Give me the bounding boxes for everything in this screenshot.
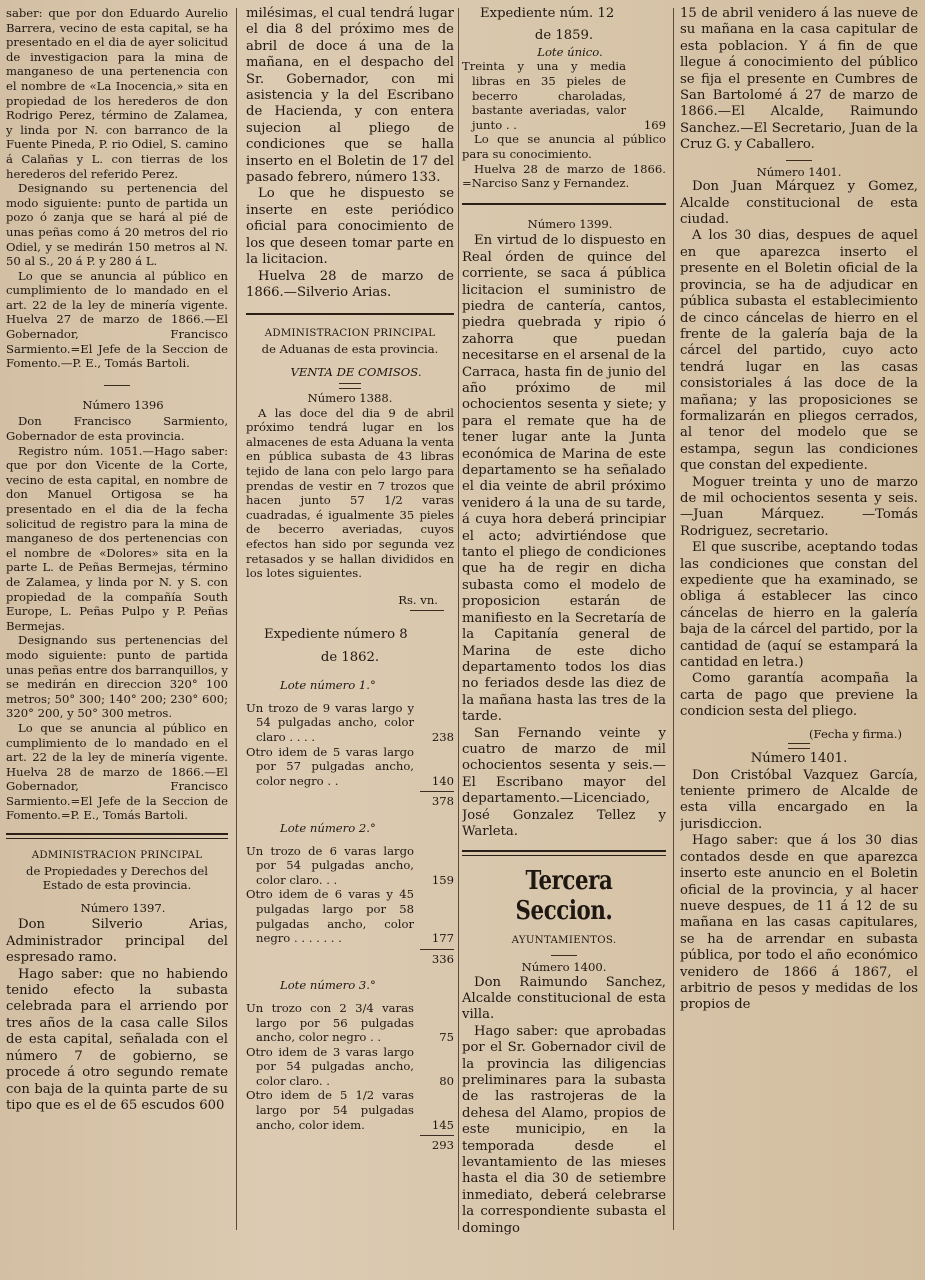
paragraph: Como garantía acompaña la carta de pago que previene la condicion sesta del pliego. <box>680 671 918 720</box>
section-rule <box>462 203 666 205</box>
lot-item-text: Otro idem de 3 varas largo por 54 pulgadas ancho, color claro. . <box>246 1044 414 1088</box>
paragraph: Hago saber: que no habiendo tenido efecto la subasta celebrada para el arriendo por tres años de la casa calle Silos de esta capital, señalada con el número 7 de gobierno, se procede á otro segundo remate con baja de la quinta parte de su tipo que es el de 65 escudos 600 <box>6 966 228 1113</box>
lot-expedient: Expediente número 8 <box>264 627 408 643</box>
lot-item <box>246 1001 454 1045</box>
section-heading: ADMINISTRACION PRINCIPAL <box>264 328 436 340</box>
paragraph: A los 30 dias, despues de aquel en que aparezca inserto el presente en el Boletin oficial de la provincia, se ha de adjudicar en pública subasta el establecimiento de cinco cáncelas de hierro en el frente de la galería baja de la cárcel del partido, cuyo acto tendrá lugar en las casas consistoriales á las doce de la mañana; y las proposiciones se formalizarán en pliegos cerrados, al tenor del modelo que se estampa, segun las condiciones que constan del expediente. <box>680 228 918 474</box>
lot-heading: Lote número 1.° <box>280 678 376 693</box>
separator <box>339 383 361 389</box>
paragraph: Lo que he dispuesto se inserte en este periódico oficial para conocimiento de los que deseen tomar parte en la licitacion. <box>246 186 454 268</box>
paragraph: Don Raimundo Sanchez, Alcalde constitucional de esta villa. <box>462 974 666 1023</box>
lot-expedient: de 1859. <box>534 28 594 44</box>
section-heading: AYUNTAMIENTOS. <box>511 935 617 947</box>
paragraph: milésimas, el cual tendrá lugar el dia 8 del próximo mes de abril de doce á una de la mañana, en el despacho del Sr. Gobernador, con mi asistencia y la del Escribano de Hacienda, y con entera sujecion al pliego de condiciones que se halla inserto en el Boletin de 17 del pasado febrero, número 133. <box>246 6 454 186</box>
lot-item-value: 238 <box>431 730 454 744</box>
lot-heading: Lote número 3.° <box>280 978 376 993</box>
lot-item-value: 145 <box>431 1117 454 1132</box>
notice-number: Número 1396 <box>82 397 164 412</box>
lot-total-value: 336 <box>431 951 454 966</box>
lot-item-text: Un trozo de 6 varas largo por 54 pulgadas ancho, color claro. . . <box>246 843 414 887</box>
lot-item-text: Treinta y una y media libras en 35 pieles de becerro charoladas, bastante averiadas, valor junto . . <box>462 59 626 132</box>
lot-item-text: Otro idem de 6 varas y 45 pulgadas largo por 58 pulgadas ancho, color negro . . . . . . . <box>246 887 414 946</box>
column-rule <box>236 8 237 1230</box>
notice-number: Número 1397. <box>80 900 166 915</box>
paragraph: San Fernando veinte y cuatro de marzo de mil ochocientos sesenta y seis.—El Escribano mayor del departamento.—Licenciado, José Gonzalez Tellez y Warleta. <box>462 725 666 839</box>
paragraph: Don Cristóbal Vazquez García, teniente primero de Alcalde de esta villa encargado en la jurisdiccion. <box>680 767 918 832</box>
separator <box>410 610 444 611</box>
separator <box>786 160 812 161</box>
paragraph: Designando su pertenencia del modo siguiente: punto de partida un pozo ó zanja que se hará al pié de unas peñas como á 20 metros del rio Odiel, y se medirán 150 metros al N. 50 al S., 20 á P. y 280 á L. <box>6 181 228 269</box>
lot-total-value: 378 <box>431 794 454 809</box>
section-subheading: de Aduanas de esta provincia. <box>261 341 439 356</box>
lot-item-text: Otro idem de 5 varas largo por 57 pulgadas ancho, color negro . . <box>246 744 414 788</box>
section-rule <box>6 833 228 839</box>
paragraph: saber: que por don Eduardo Aurelio Barrera, vecino de esta capital, se ha presentado en el dia de ayer solicitud de investigacion para la mina de manganeso de una pertenencia con el nombre de «La Inocencia,» sita en propiedad de los herederos de don Rodrigo Perez, término de Zalamea, y linda por N. con barranco de la Fuente Pineda, P. rio Odiel, S. camino á Calañas y L. con tierras de los herederos del referido Perez. <box>6 6 228 181</box>
column-3 <box>462 6 666 1276</box>
column-4 <box>680 6 918 1276</box>
paragraph: Lo que se anuncia al público para su conocimiento. <box>462 132 666 161</box>
notice-number: Número 1401. <box>756 164 842 179</box>
section-title: VENTA DE COMISOS. <box>290 364 422 379</box>
paragraph: Don Francisco Sarmiento, Gobernador de esta provincia. <box>6 414 228 444</box>
lot-item <box>246 887 454 945</box>
lot-expedient: Expediente núm. 12 <box>480 6 615 21</box>
paragraph: Registro núm. 1051.—Hago saber: que por don Vicente de la Corte, vecino de esta capital, en nombre de don Manuel Ortigosa se ha presentado en el dia de la fecha solicitud de registro para la mina de manganeso de dos pertenencias con el nombre de «Dolores» sita en la parte L. de Peñas Bermejas, término de Zalamea, y linda por N. y S. con propiedad de la compañía South Europe, L. Peñas Pulpo y P. Peñas Bermejas. <box>6 443 228 633</box>
lot-total <box>246 1138 454 1153</box>
column-1 <box>6 6 228 1276</box>
paragraph: Huelva 28 de marzo de 1866.—Silverio Arias. <box>246 268 454 300</box>
lot-total <box>246 794 454 809</box>
lot-item <box>246 745 454 789</box>
section-subheading: de Propiedades y Derechos del Estado de esta provincia. <box>26 863 208 893</box>
lot-heading: Lote número 2.° <box>280 820 376 835</box>
lot-item-value: 75 <box>439 1030 454 1045</box>
paragraph: El que suscribe, aceptando todas las condiciones que constan del expediente que ha examinado, se obliga á establecer las cinco cáncelas de hierro en la galería baja de la cárcel del partido, por la cantidad de (aquí se estampará la cantidad en letra.) <box>680 540 918 671</box>
lot-item-value: 159 <box>431 872 454 887</box>
separator <box>551 955 577 956</box>
section-rule <box>462 850 666 856</box>
separator <box>420 949 454 950</box>
paragraph: Designando sus pertenencias del modo siguiente: punto de partida unas peñas entre dos barranquillos, y se medirán en direccion 320° 100 metros; 50° 300; 140° 200; 230° 600; 320° 200, y 50° 300 metros. <box>6 633 228 721</box>
lot-item-value: 80 <box>439 1073 454 1088</box>
lot-item <box>246 701 454 745</box>
paragraph: Hago saber: que á los 30 dias contados desde en que aparezca inserto este anuncio en el Boletin oficial de la provincia, y al hacer nueve despues, de 11 á 12 de su mañana en las casas capitulares, se ha de arrendar en subasta pública, por todo el año económico venidero de 1866 á 1867, el arbitrio de pesos y medidas de los propios de <box>680 833 918 1013</box>
notice-number: Número 1400. <box>521 959 607 974</box>
lot-item-text: Un trozo de 9 varas largo y 54 pulgadas ancho, color claro . . . . <box>246 700 414 744</box>
lot-total <box>246 952 454 967</box>
paragraph: Huelva 28 de marzo de 1866. =Narciso Sanz y Fernandez. <box>462 161 666 191</box>
column-2 <box>246 6 454 1276</box>
lot-item <box>462 59 666 132</box>
lot-item <box>246 1045 454 1089</box>
paragraph: En virtud de lo dispuesto en Real órden de quince del corriente, se saca á pública licitacion el suministro de piedra de cantería, cantos, piedra quebrada y ripio ó zahorra que puedan necesitarse en el arsenal de la Carraca, hasta fin de junio del año próximo de mil ochocientos sesenta y siete; y para el remate que ha de tener lugar ante la Junta económica de Marina de este departamento se ha señalado el dia veinte de abril próximo venidero á la una de su tarde, á cuya hora deberá principiar el acto; advirtiéndose que tanto el pliego de condiciones que ha de regir en dicha subasta como el modelo de proposicion estarán de manifiesto en la Secretaría de la Capitanía general de Marina de este dicho departamento todos los dias no feriados desde las diez de la mañana hasta las tres de la tarde. <box>462 233 666 725</box>
paragraph: Moguer treinta y uno de marzo de mil ochocientos sesenta y seis.—Juan Márquez. —Tomás Rodriguez, secretario. <box>680 474 918 539</box>
section-title: Tercera Seccion. <box>515 866 613 927</box>
lot-item-text: Otro idem de 5 1/2 varas largo por 54 pulgadas ancho, color idem. <box>246 1088 414 1132</box>
lot-heading: Lote único. <box>537 44 603 59</box>
column-rule <box>458 8 459 1230</box>
lot-item <box>246 1088 454 1132</box>
paragraph: 15 de abril venidero á las nueve de su mañana en la casa capitular de esta poblacion. Y á fin de que llegue á conocimiento del público se fija el presente en Cumbres de San Bartolomé á 27 de marzo de 1866.—El Alcalde, Raimundo Sanchez.—El Secretario, Juan de la Cruz G. y Caballero. <box>680 6 918 153</box>
lot-item-value: 177 <box>431 931 454 946</box>
separator <box>104 385 130 386</box>
notice-number: Número 1401. <box>750 751 848 767</box>
notice-number: Número 1388. <box>307 391 393 406</box>
currency-header: Rs. vn. <box>398 592 438 607</box>
section-rule <box>246 313 454 315</box>
lot-expedient: de 1862. <box>320 649 380 665</box>
lot-item <box>246 844 454 888</box>
lot-item-text: Un trozo con 2 3/4 varas largo por 56 pulgadas ancho, color negro . . <box>246 1000 414 1045</box>
paragraph: Don Juan Márquez y Gomez, Alcalde constitucional de esta ciudad. <box>680 179 918 228</box>
lot-item-value: 169 <box>643 117 666 132</box>
lot-total-value: 293 <box>431 1138 454 1153</box>
paragraph: Lo que se anuncia al público en cumplimiento de lo mandado en el art. 22 de la ley de minería vigente. Huelva 27 de marzo de 1866.—El Gobernador, Francisco Sarmiento.=El Jefe de la Seccion de Fomento.—P. E., Tomás Bartoli. <box>6 268 228 371</box>
notice-number: Número 1399. <box>527 216 613 231</box>
lot-item-value: 140 <box>431 773 454 788</box>
paragraph: Lo que se anuncia al público en cumplimiento de lo mandado en el art. 22 de la ley de minería vigente. Huelva 28 de marzo de 1866.—El Gobernador, Francisco Sarmiento.=El Jefe de la Seccion de Fomento.=P. E., Tomás Bartoli. <box>6 720 228 823</box>
separator <box>420 1135 454 1136</box>
signature-line: (Fecha y firma.) <box>809 726 902 741</box>
paragraph: A las doce del dia 9 de abril próximo tendrá lugar en los almacenes de esta Aduana la venta en pública subasta de 43 libras tejido de lana con pelo largo para prendas de vestir en 7 trozos que hacen junto 57 1/2 varas cuadradas, é igualmente 35 pieles de becerro averiadas, cuyos efectos han sido por segunda vez retasados y se hallan divididos en los lotes siguientes. <box>246 405 454 581</box>
separator <box>788 743 810 749</box>
column-rule <box>673 8 674 1230</box>
section-heading: ADMINISTRACION PRINCIPAL <box>31 850 203 862</box>
separator <box>420 791 454 792</box>
paragraph: Hago saber: que aprobadas por el Sr. Gobernador civil de la provincia las diligencias preliminares para la subasta de las rastrojeras de la dehesa del Alamo, propios de este municipio, en la temporada desde el levantamiento de las mieses hasta el dia 30 de setiembre inmediato, deberá celebrarse la correspondiente subasta el domingo <box>462 1023 666 1236</box>
paragraph: Don Silverio Arias, Administrador principal del espresado ramo. <box>6 917 228 966</box>
